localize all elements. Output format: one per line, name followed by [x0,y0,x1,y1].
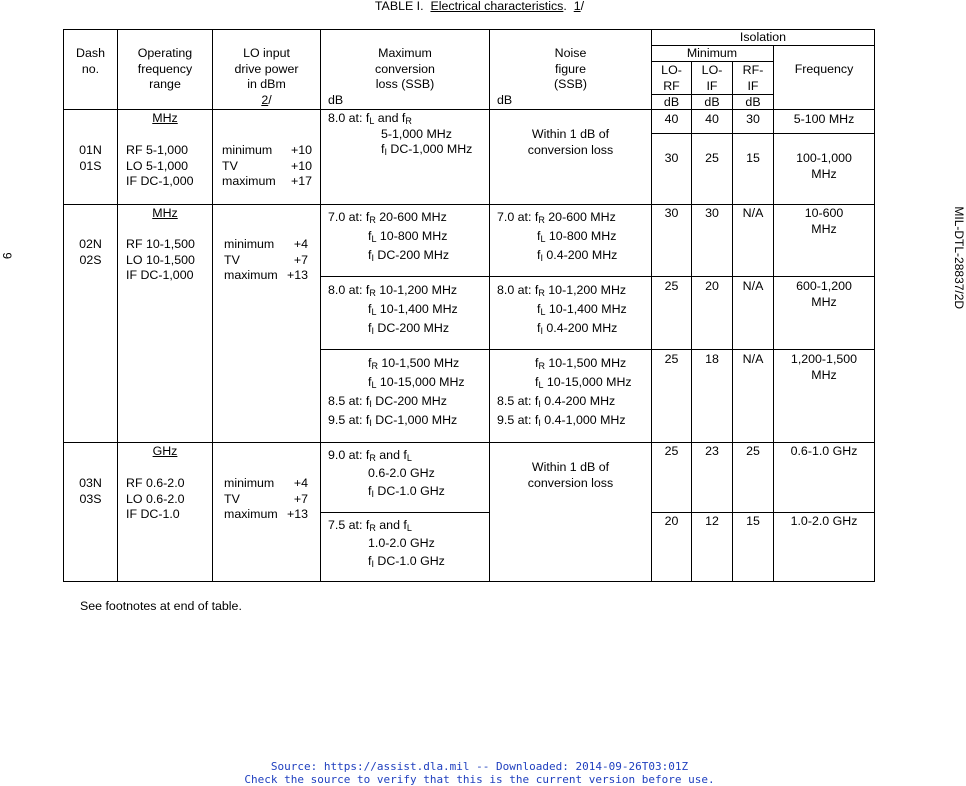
isolation-frequency: 1.0-2.0 GHz [790,514,858,528]
cell-line: 20-600 MHz [544,210,616,224]
unit-label: dB [663,95,680,109]
subscript: R [369,453,376,463]
cell-line: DC-200 MHz [373,248,450,262]
cell-line: 7.5 at: f [328,518,370,532]
cell-line: DC-200 MHz [371,394,447,408]
header-line: (SSB) [553,77,588,91]
unit-label: dB [704,95,720,109]
page-number: 9 [0,252,14,260]
col-header-noise-figure [489,46,652,93]
rule [63,581,875,582]
cell-line: 9.0 at: f [328,448,370,462]
header-line: no. [81,61,100,76]
noise-figure [497,354,632,430]
cell-line: f [537,248,541,262]
cell-line: 10-1,200 MHz [375,283,458,297]
cell-line: 10-1,500 MHz [544,356,627,370]
col-header-lo-if [691,63,733,94]
header-line: range [149,77,181,91]
header-line: LO input [243,46,290,60]
rule [651,512,875,513]
cell-line: IF DC-1,000 [126,174,194,188]
footnote-slash: / [268,92,272,107]
header-line: LO- [701,63,723,77]
cell-line: 7.0 at: f [328,210,370,224]
cell-line: RF 5-1,000 [126,143,188,157]
subscript: I [540,253,543,263]
cell-line: f [368,484,372,498]
header-line: IF [747,78,759,93]
col-header-lo-rf [651,63,692,94]
cell-line: MHz [811,294,837,309]
col-header-max-loss [320,46,490,93]
unit-label: GHz [152,444,178,458]
header-line: conversion [375,61,435,76]
operating-range [126,143,193,190]
isolation-lo-if: 18 [705,352,719,366]
cell-line: 03N [79,476,102,490]
cell-line: 01N [79,143,102,157]
subscript: R [369,523,376,533]
isolation-lo-if: 23 [705,444,719,458]
dash-number [63,476,118,507]
cell-line: f [368,356,372,370]
header-line: in dBm [247,77,286,91]
subscript: R [369,288,376,298]
col-header-frequency: Frequency [794,62,854,76]
subscript: R [369,215,376,225]
conversion-loss [328,111,472,158]
header-line: RF- [742,63,764,77]
cell-line: 0.4-200 MHz [542,248,618,262]
cell-line: 02S [79,252,102,267]
operating-range [126,237,195,284]
col-header-lo-drive [212,46,321,108]
table-title [0,0,959,15]
dash-number [63,143,118,174]
cell-value: +10 [290,158,312,173]
isolation-lo-if: 20 [705,279,719,293]
unit-label: dB [497,93,513,107]
cell-value: +17 [290,174,312,188]
cell-line: minimum [222,143,273,157]
cell-value: +13 [286,507,308,521]
subscript: L [369,116,375,126]
source-line: Check the source to verify that this is the current version before use. [244,773,715,786]
cell-line: 9.5 at: f [328,413,370,427]
rule [320,276,875,277]
conversion-loss [328,208,449,265]
cell-value: +4 [293,476,308,490]
rule [63,204,875,205]
cell-value: +7 [293,491,308,506]
table-number: TABLE I. [374,0,424,13]
rule [320,349,875,350]
lo-drive-power [224,476,308,523]
cell-line: and f [375,518,407,532]
isolation-lo-if: 25 [705,151,719,165]
subscript: L [371,307,377,317]
cell-line: 5-1,000 MHz [381,126,452,141]
subscript: I [540,326,543,336]
cell-line: maximum [224,268,278,282]
cell-line: 10-800 MHz [376,229,448,243]
header-line: Dash [76,46,105,60]
header-line: frequency [137,61,193,76]
cell-line: maximum [222,174,276,188]
col-header-isolation: Isolation [739,30,787,44]
isolation-lo-rf: 40 [664,112,679,126]
table-name: Electrical characteristics [430,0,564,13]
cell-line: f [537,229,541,243]
header-line: RF [663,78,680,93]
cell-line: DC-1.0 GHz [373,554,445,568]
isolation-frequency [773,279,875,310]
unit-label: dB [328,93,344,107]
rule [63,442,875,443]
footnote-reference-text: See footnotes at end of table. [80,599,242,613]
subscript: R [371,361,378,371]
unit-label: MHz [152,206,178,220]
cell-line: 8.5 at: f [328,394,370,408]
col-header-rf-if [732,63,774,94]
col-header-minimum: Minimum [686,46,738,60]
cell-line: 1.0-2.0 GHz [368,536,435,550]
isolation-rf-if: N/A [742,206,764,220]
subscript: L [406,453,412,463]
isolation-lo-rf: 20 [664,514,679,528]
isolation-frequency: 0.6-1.0 GHz [790,444,858,458]
cell-line: and f [375,448,407,462]
col-header-dash [63,46,118,77]
cell-value: +13 [286,268,308,282]
cell-line: 100-1,000 [796,151,852,165]
footnote-slash: / [580,0,585,13]
cell-line: 8.5 at: f [497,394,539,408]
cell-line: f [537,302,541,316]
isolation-lo-rf: 25 [664,352,679,366]
isolation-frequency [773,151,875,182]
cell-line: IF DC-1.0 [126,507,180,521]
cell-line: LO 0.6-2.0 [126,491,185,506]
cell-line: 10-600 [804,206,844,220]
title-footnote-ref[interactable]: 1 [573,0,581,13]
cell-line: 9.5 at: f [497,413,539,427]
cell-line: 8.0 at: f [328,283,370,297]
cell-line: MHz [811,166,837,181]
document-id: MIL-DTL-28837/2D [951,206,966,310]
isolation-lo-rf: 25 [664,444,679,458]
operating-range [126,476,185,523]
cell-line: 10-1,400 MHz [376,302,458,316]
isolation-rf-if: N/A [742,279,764,293]
cell-line: 02N [79,237,102,251]
isolation-lo-if: 12 [705,514,719,528]
isolation-rf-if: 15 [746,151,760,165]
cell-line: 1,200-1,500 [790,352,858,366]
cell-line: f [368,375,372,389]
cell-line: 20-600 MHz [375,210,447,224]
noise-figure [497,208,617,265]
cell-line: 8.0 at: f [497,283,539,297]
rule [320,29,321,582]
subscript: R [405,116,412,126]
subscript: L [371,380,377,390]
cell-line: DC-1,000 MHz [371,413,458,427]
source-line[interactable]: Source: https://assist.dla.mil -- Downloaded: 2014-09-26T03:01Z [270,760,689,773]
subscript: I [538,399,541,409]
subscript: I [384,147,387,157]
conversion-loss [328,446,445,500]
isolation-lo-rf: 25 [664,279,679,293]
cell-line: DC-200 MHz [373,321,450,335]
header-line: LO- [661,63,682,77]
cell-line: MHz [811,221,837,236]
cell-line: maximum [224,507,278,521]
footnote-ref[interactable]: 2 [261,92,269,107]
header-line: figure [555,61,586,76]
rule [489,29,490,582]
lo-drive-power [224,237,308,284]
cell-line: f [368,248,372,262]
cell-line: f [381,142,385,156]
subscript: R [538,215,545,225]
cell-value: +4 [293,237,308,251]
header-line: Noise [554,46,587,60]
cell-line: 0.6-2.0 GHz [368,466,435,480]
cell-value: +10 [290,143,312,157]
subscript: L [540,234,546,244]
cell-line: 8.0 at: f [328,111,370,125]
subscript: I [371,489,374,499]
cell-line: TV [222,158,238,173]
header-line: Operating [137,46,193,60]
isolation-lo-if: 40 [705,112,719,126]
subscript: I [369,399,372,409]
isolation-lo-if: 30 [705,206,719,220]
cell-line: Within 1 dB of [531,460,610,474]
cell-line: TV [224,252,240,267]
cell-line: LO 10-1,500 [126,252,195,267]
cell-line: Within 1 dB of [531,127,610,141]
header-line: IF [706,78,718,93]
cell-line: and f [374,111,406,125]
isolation-lo-rf: 30 [664,151,679,165]
subscript: I [538,418,541,428]
cell-line: minimum [224,237,275,251]
subscript: R [538,288,545,298]
cell-line: RF 10-1,500 [126,237,195,251]
lo-drive-power [222,143,312,190]
cell-line: 0.4-200 MHz [542,321,618,335]
subscript: R [538,361,545,371]
cell-line: f [368,554,372,568]
isolation-lo-rf: 30 [664,206,679,220]
cell-line: TV [224,491,240,506]
subscript: I [371,326,374,336]
cell-line: 10-15,000 MHz [543,375,632,389]
rule [732,61,733,582]
dash-number [63,237,118,268]
cell-line: f [368,302,372,316]
conversion-loss [328,354,465,430]
cell-value: +7 [293,252,308,267]
isolation-frequency [773,352,875,383]
rule [320,512,489,513]
subscript: I [371,253,374,263]
conversion-loss [328,516,445,570]
cell-line: conversion loss [527,142,614,157]
cell-line: 10-1,400 MHz [545,302,627,316]
unit-label: MHz [152,111,178,125]
cell-line: IF DC-1,000 [126,268,194,282]
cell-line: 10-15,000 MHz [376,375,465,389]
cell-line: 10-1,200 MHz [544,283,627,297]
noise-figure [489,127,652,158]
cell-line: f [535,375,539,389]
isolation-frequency [773,206,875,237]
unit-label: dB [745,95,761,109]
isolation-rf-if: 30 [746,112,760,126]
header-line: drive power [234,61,299,76]
cell-line: f [537,321,541,335]
cell-line: conversion loss [527,475,614,490]
cell-line: 0.4-1,000 MHz [540,413,626,427]
cell-line: f [368,229,372,243]
cell-line: RF 0.6-2.0 [126,476,185,490]
noise-figure [497,281,627,338]
header-line: loss (SSB) [375,77,435,91]
isolation-rf-if: 15 [746,514,760,528]
cell-line: f [368,321,372,335]
conversion-loss [328,281,458,338]
cell-line: 0.4-200 MHz [540,394,616,408]
rule [651,133,875,134]
isolation-frequency: 5-100 MHz [793,112,855,126]
cell-line: MHz [811,367,837,382]
noise-figure [489,460,652,491]
cell-line: 03S [79,491,102,506]
header-line: Maximum [378,46,432,60]
rule [691,61,692,582]
cell-line: DC-1.0 GHz [373,484,445,498]
cell-line: f [535,356,539,370]
subscript: L [371,234,377,244]
cell-line: 10-1,500 MHz [377,356,460,370]
isolation-rf-if: 25 [746,444,760,458]
subscript: I [371,559,374,569]
cell-line: DC-1,000 MHz [386,142,473,156]
subscript: I [369,418,372,428]
isolation-rf-if: N/A [742,352,764,366]
cell-line: 10-800 MHz [545,229,617,243]
cell-line: minimum [224,476,275,490]
cell-line: LO 5-1,000 [126,158,188,173]
title-period: . [563,0,567,13]
cell-line: 01S [79,158,102,173]
cell-line: 600-1,200 [796,279,852,293]
col-header-operating-range [117,46,213,93]
source-notice [0,760,959,786]
cell-line: 7.0 at: f [497,210,539,224]
subscript: L [538,380,544,390]
subscript: L [540,307,546,317]
subscript: L [406,523,412,533]
